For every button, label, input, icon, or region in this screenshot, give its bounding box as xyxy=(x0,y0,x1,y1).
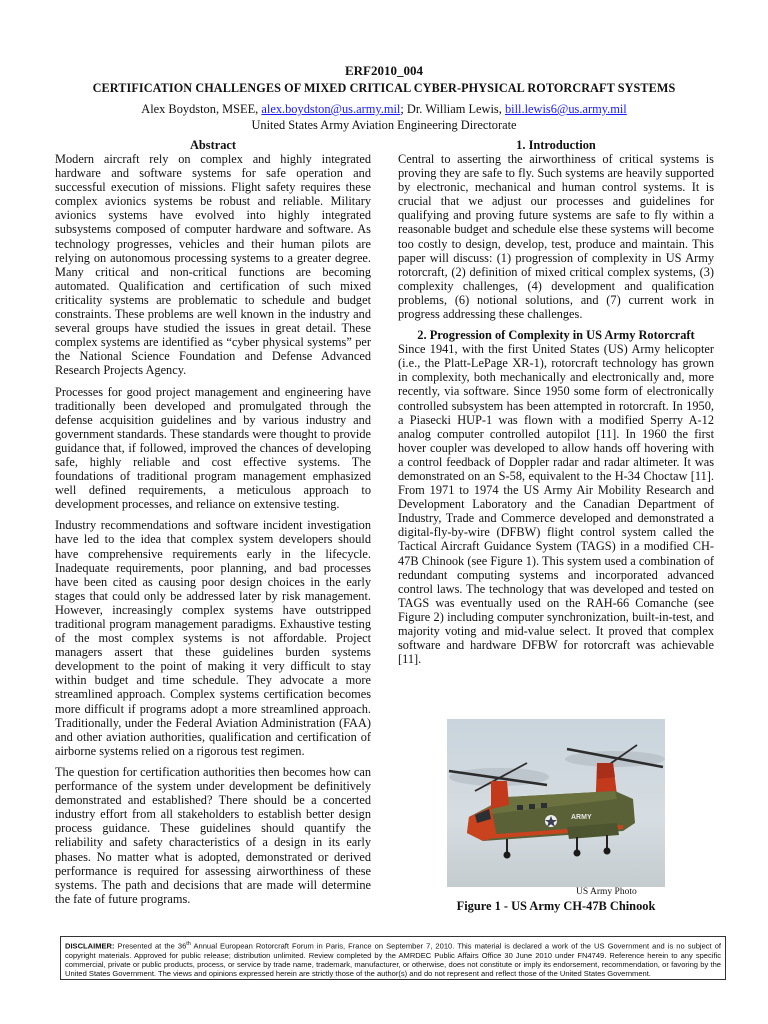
author-separator: ; Dr. William Lewis, xyxy=(400,102,505,116)
author-email-1[interactable]: alex.boydston@us.army.mil xyxy=(261,102,401,116)
figure-caption: Figure 1 - US Army CH-47B Chinook xyxy=(456,899,656,913)
chinook-helicopter-photo xyxy=(447,719,665,887)
abstract-paragraph: Modern aircraft rely on complex and highly integrated hardware and software systems for safe operation and successful execution of missions. Flight safety requires these complex avionics systems be robust and reliable. Military avionics systems have evolved into highly integrated subsystems composed of computer hardware and software. As technology progresses, vehicles and their human pilots are relying on autonomous processing systems to a greater degree. Many critical and non-critical functions are becoming automated. Qualification and certification of such mixed criticality systems are problematic to schedule and budget constraints. These problems are well known in the industry and several groups have studied the issues in great detail. These complex systems are identified as “cyber physical systems” per the National Science Foundation and Defense Advanced Research Projects Agency. xyxy=(55,152,371,378)
abstract-paragraph: Industry recommendations and software incident investigation have led to the idea that complex system developers should have comprehensive requirements early in the lifecycle. Inadequate requirements, poor planning, and bad processes have been cited as causing poor design choices in the early stages that could only be addressed later by risk management. However, increasingly complex systems have outstripped traditional program management paradigms. Exhaustive testing of the most complex systems is not affordable. Project managers assert that these guidelines burden systems development to the point of making it very difficult to stay within budget and time schedule. They advocate a more streamlined approach. Complex systems certification becomes more difficult if programs adopt a more streamlined approach. Traditionally, under the Federal Aviation Administration (FAA) and other aviation authorities, qualification and certification of airborne systems relied on a rigorous test regimen. xyxy=(55,518,371,758)
document-id: ERF2010_004 xyxy=(345,63,423,78)
author-name-1: Alex Boydston, MSEE, xyxy=(141,102,262,116)
disclaimer-text: Annual European Rotorcraft Forum in Paris, France on September 7, 2010. This material is declared a work of the US Government and is no subject of copyright materials. Approved for public release; distribution unlimited. Review completed by the AMRDEC Public Affairs Office 30 June 2010 under FN4749. Reference herein to any specific commercial, private or public products, process, or service by trade name, trademark, manufacturer, or otherwise, does not constitute or imply its endorsement, recommendation, or favoring by the United States Government. The views and opinions expressed herein are strictly those of the author(s) and do not represent and reflect those of the United States Government. xyxy=(65,941,721,979)
fuselage-marking: ARMY xyxy=(571,814,592,821)
right-column xyxy=(398,138,714,673)
disclaimer-superscript: th xyxy=(186,941,191,947)
paper-title: CERTIFICATION CHALLENGES OF MIXED CRITICAL CYBER-PHYSICAL ROTORCRAFT SYSTEMS xyxy=(92,81,676,95)
affiliation: United States Army Aviation Engineering Directorate xyxy=(251,118,517,132)
abstract-heading: Abstract xyxy=(189,138,237,152)
section-2-paragraph: Since 1941, with the first United States (US) Army helicopter (i.e., the Platt-LePage XR-1), rotorcraft technology has grown in complexity, both mechanically and electronically and, more recently, via software. Since 1950 some form of electronically controlled subsystem has been attempted in rotorcraft. In 1950, a Piasecki HUP-1 was flown with a modified Sperry A-12 analog computer controlled autopilot [11]. In 1960 the first hover coupler was developed to allow hands off hovering with a control feedback of Doppler radar and radar altimeter. It was demonstrated on an S-58, equivalent to the H-34 Choctaw [11]. From 1971 to 1974 the US Army Air Mobility Research and Development Laboratory and the Canadian Department of Industry, Trade and Commerce developed and demonstrated a digital-fly-by-wire (DFBW) flight control system called the Tactical Aircraft Guidance System (TAGS) in a modified CH-47B Chinook (see Figure 1). This system used a combination of redundant computing systems and incorporated advanced control laws. The technology that was developed and tested on TAGS was eventually used on the RAH-66 Comanche (see Figure 2) including computer synchronization, built-in-test, and majority voting and mid-value select. It proved that complex software and hardware DFBW for rotorcraft was achievable [11]. xyxy=(398,342,714,667)
left-column xyxy=(55,138,371,913)
section-2-heading: 2. Progression of Complexity in US Army Rotorcraft xyxy=(417,328,695,343)
introduction-paragraph: Central to asserting the airworthiness of critical systems is proving they are safe to fly. Such systems are heavily supported by electronic, mechanical and human control systems. It is crucial that we adjust our processes and guidelines for qualifying and proving future systems are safe to fly within a reasonable budget and schedule else these systems will become too costly to design, develop, test, produce and maintain. This paper will discuss: (1) progression of complexity in US Army rotorcraft, (2) definition of mixed critical complex systems, (3) complexity challenges, (4) development and qualification problems, (6) notional solutions, and (7) current work in progress addressing these challenges. xyxy=(398,152,714,322)
disclaimer-label: DISCLAIMER: xyxy=(65,941,115,951)
author-line xyxy=(0,102,768,117)
disclaimer-box xyxy=(60,936,726,980)
abstract-paragraph: Processes for good project management and engineering have traditionally been developed and promulgated through the defense acquisition guidelines and by various industry and government standards. These standards were thought to provide guidance that, if followed, improved the chances of developing safe, highly reliable and cost effective systems. The foundations of traditional program management emphasized well defined requirements, a meticulous approach to development processes, and reliance on extensive testing. xyxy=(55,384,371,512)
disclaimer-text: Presented at the 36 xyxy=(114,941,187,951)
introduction-heading: 1. Introduction xyxy=(516,138,596,152)
author-email-2[interactable]: bill.lewis6@us.army.mil xyxy=(504,102,627,116)
abstract-paragraph: The question for certification authorities then becomes how can performance of the system under development be definitively demonstrated and established? There should be a concerted industry effort from all stakeholders to establish better design process guidance. These guidelines should quantify the reliability and safety characteristics of a design in its early phases. No matter what is adopted, demonstrated or derived performance is required for assessing airworthiness of these systems. The path and decisions that are made will determine the fate of future programs. xyxy=(55,764,371,906)
photo-credit: US Army Photo xyxy=(576,887,637,897)
